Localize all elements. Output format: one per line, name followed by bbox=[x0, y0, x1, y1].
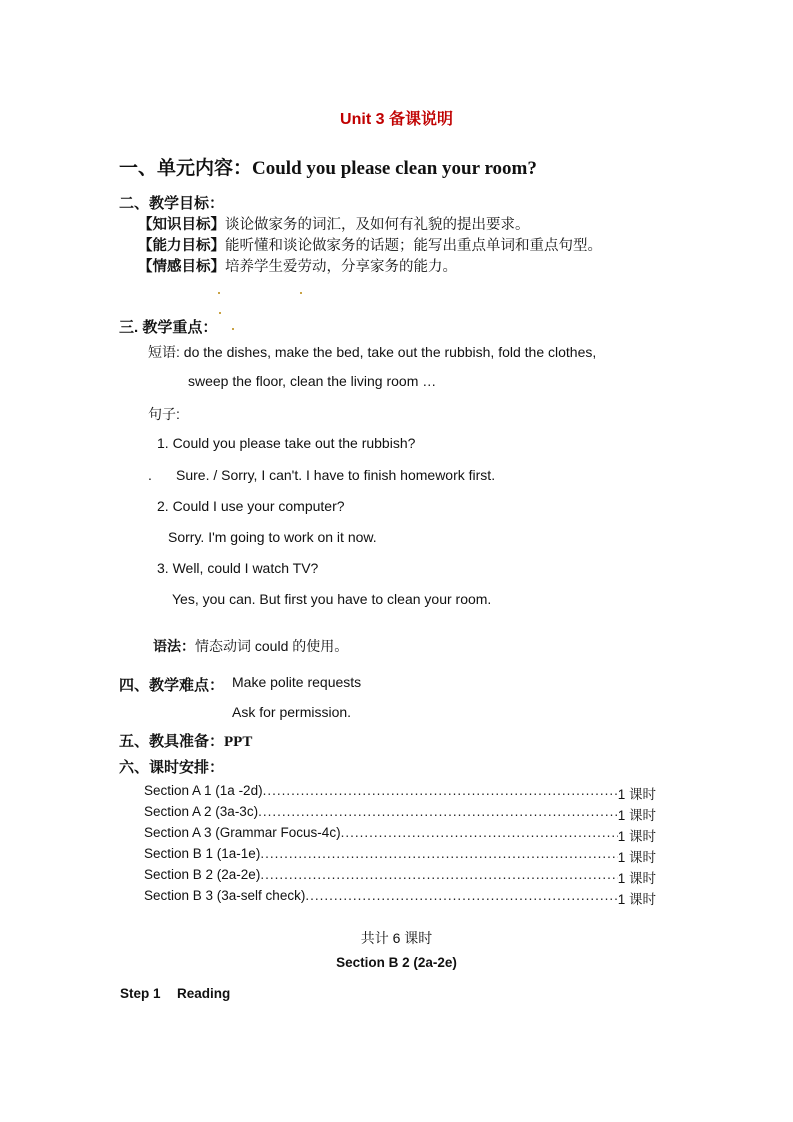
stray-mark bbox=[232, 328, 234, 330]
section-difficulties-label: 四、教学难点： bbox=[119, 677, 225, 694]
objective-knowledge bbox=[138, 213, 530, 234]
schedule-row-name: Section B 1 (1a-1e) bbox=[144, 846, 261, 861]
grammar-line bbox=[153, 636, 348, 656]
phrases-line-1 bbox=[148, 342, 596, 362]
schedule-row-hours: 1 课时 bbox=[617, 787, 656, 802]
schedule-row-name: Section A 2 (3a-3c) bbox=[144, 804, 259, 819]
stray-mark bbox=[219, 312, 221, 314]
section-objectives-label: 二、教学目标： bbox=[119, 195, 225, 212]
objective-emotion-tag: 【情感目标】 bbox=[138, 259, 225, 275]
schedule-row-leader bbox=[260, 867, 617, 887]
schedule-row-hours: 1 课时 bbox=[617, 808, 656, 823]
objective-knowledge-text: 谈论做家务的词汇，及如何有礼貌的提出要求。 bbox=[225, 217, 530, 233]
objective-emotion bbox=[138, 255, 457, 276]
schedule-row-hours: 1 课时 bbox=[617, 829, 656, 844]
difficulty-2: Ask for permission. bbox=[232, 704, 352, 720]
schedule-row-name: Section A 1 (1a -2d) bbox=[144, 783, 263, 798]
schedule-row-leader bbox=[263, 783, 618, 803]
phrases-line-2: sweep the floor, clean the living room … bbox=[188, 373, 437, 389]
phrases-label: 短语: bbox=[148, 344, 180, 360]
section-unit-content-label: 一、单元内容： bbox=[119, 158, 253, 179]
objective-emotion-text: 培养学生爱劳动，分享家务的能力。 bbox=[225, 259, 457, 275]
section-key-points-label: 三. 教学重点： bbox=[119, 319, 218, 336]
sentence-3: 3. Well, could I watch TV? bbox=[157, 560, 319, 576]
schedule-row-hours: 1 课时 bbox=[617, 871, 656, 886]
section-materials-label: 五、教具准备： bbox=[119, 733, 225, 750]
stray-mark bbox=[300, 292, 302, 294]
section-materials bbox=[119, 730, 252, 751]
schedule-row-leader bbox=[305, 888, 617, 908]
section-unit-content-text: Could you please clean your room? bbox=[252, 158, 537, 179]
schedule-row-leader bbox=[341, 825, 618, 845]
section-materials-text: PPT bbox=[224, 734, 253, 750]
sentences-label: 句子: bbox=[148, 406, 180, 422]
schedule-row bbox=[144, 783, 656, 803]
schedule-row bbox=[144, 888, 656, 908]
objective-knowledge-tag: 【知识目标】 bbox=[138, 217, 225, 233]
schedule-row-name: Section B 3 (3a-self check) bbox=[144, 888, 306, 903]
schedule-row bbox=[144, 867, 656, 887]
answer-1-bullet: . bbox=[148, 467, 152, 483]
schedule-row bbox=[144, 846, 656, 866]
schedule-row-hours: 1 课时 bbox=[617, 850, 656, 865]
objective-ability bbox=[138, 234, 602, 255]
sentence-1: 1. Could you please take out the rubbish? bbox=[157, 435, 416, 451]
step-1-text: Reading bbox=[177, 986, 231, 1001]
schedule-row-leader bbox=[258, 804, 618, 824]
schedule-row-name: Section A 3 (Grammar Focus-4c) bbox=[144, 825, 341, 840]
schedule-row bbox=[144, 804, 656, 824]
schedule-row-leader bbox=[260, 846, 617, 866]
document-title: Unit 3 备课说明 bbox=[340, 111, 453, 128]
answer-2: Sorry. I'm going to work on it now. bbox=[168, 529, 377, 545]
objective-ability-text: 能听懂和谈论做家务的话题；能写出重点单词和重点句型。 bbox=[225, 238, 602, 254]
answer-3: Yes, you can. But first you have to clean your room. bbox=[172, 591, 492, 607]
phrases-text-1: do the dishes, make the bed, take out the rubbish, fold the clothes, bbox=[183, 344, 597, 360]
section-schedule-label: 六、课时安排： bbox=[119, 759, 225, 776]
schedule-row-hours: 1 课时 bbox=[617, 892, 656, 907]
grammar-text: 情态动词 could 的使用。 bbox=[195, 638, 349, 654]
schedule-total: 共计 6 课时 bbox=[360, 930, 433, 946]
section-unit-content bbox=[119, 153, 537, 180]
lesson-title: Section B 2 (2a-2e) bbox=[336, 955, 457, 970]
grammar-label: 语法： bbox=[153, 638, 195, 654]
schedule-row-name: Section B 2 (2a-2e) bbox=[144, 867, 261, 882]
schedule-row bbox=[144, 825, 656, 845]
step-1-label: Step 1 bbox=[120, 986, 161, 1001]
objective-ability-tag: 【能力目标】 bbox=[138, 238, 225, 254]
difficulty-1: Make polite requests bbox=[232, 674, 362, 690]
sentence-2: 2. Could I use your computer? bbox=[157, 498, 345, 514]
stray-mark bbox=[218, 292, 220, 294]
answer-1: Sure. / Sorry, I can't. I have to finish homework first. bbox=[176, 467, 496, 483]
